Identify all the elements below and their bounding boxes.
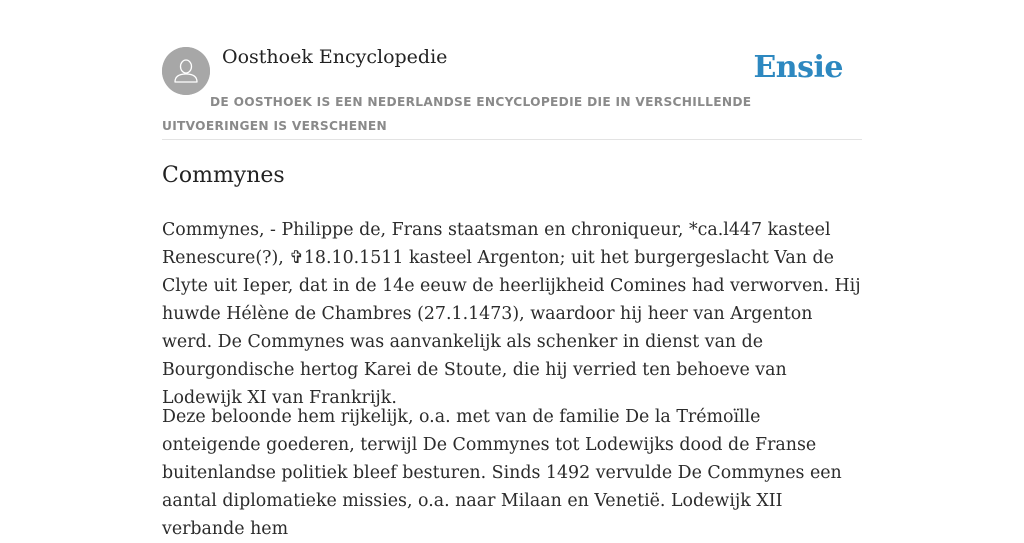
article-title: Commynes <box>162 163 285 188</box>
site-tagline: DE OOSTHOEK IS EEN NEDERLANDSE ENCYCLOPEDIE DIE IN VERSCHILLENDE UITVOERINGEN IS VERSCHENEN <box>162 95 752 133</box>
site-header <box>162 0 862 140</box>
user-icon[interactable] <box>162 47 210 95</box>
article-paragraph-2: Deze beloonde hem rijkelijk, o.a. met van de familie De la Trémoïlle onteigende goederen, terwijl De Commynes tot Lodewijks dood de Franse buitenlandse politiek bleef besturen. Sinds 1492 vervulde De Commynes een aantal diplomatieke missies, o.a. naar Milaan en Venetië. Lodewijk XII verbande hem <box>162 407 842 539</box>
article-paragraph-1: Commynes, - Philippe de, Frans staatsman en chroniqueur, *ca.l447 kasteel Renescure(?), ✞18.10.1511 kasteel Argenton; uit het burgergeslacht Van de Clyte uit Ieper, dat in de 14e eeuw de heerlijkheid Comines had verworven. Hij huwde Hélène de Chambres (27.1.1473), waardoor hij heer van Argenton werd. De Commynes was aanvankelijk als schenker in dienst van de Bourgondische hertog Karei de Stoute, die hij verried ten behoeve van Lodewijk XI van Frankrijk. <box>162 220 861 408</box>
site-name-link[interactable]: Oosthoek Encyclopedie <box>222 46 448 68</box>
brand-logo-link[interactable]: Ensie <box>753 50 843 85</box>
page-container <box>162 0 862 539</box>
